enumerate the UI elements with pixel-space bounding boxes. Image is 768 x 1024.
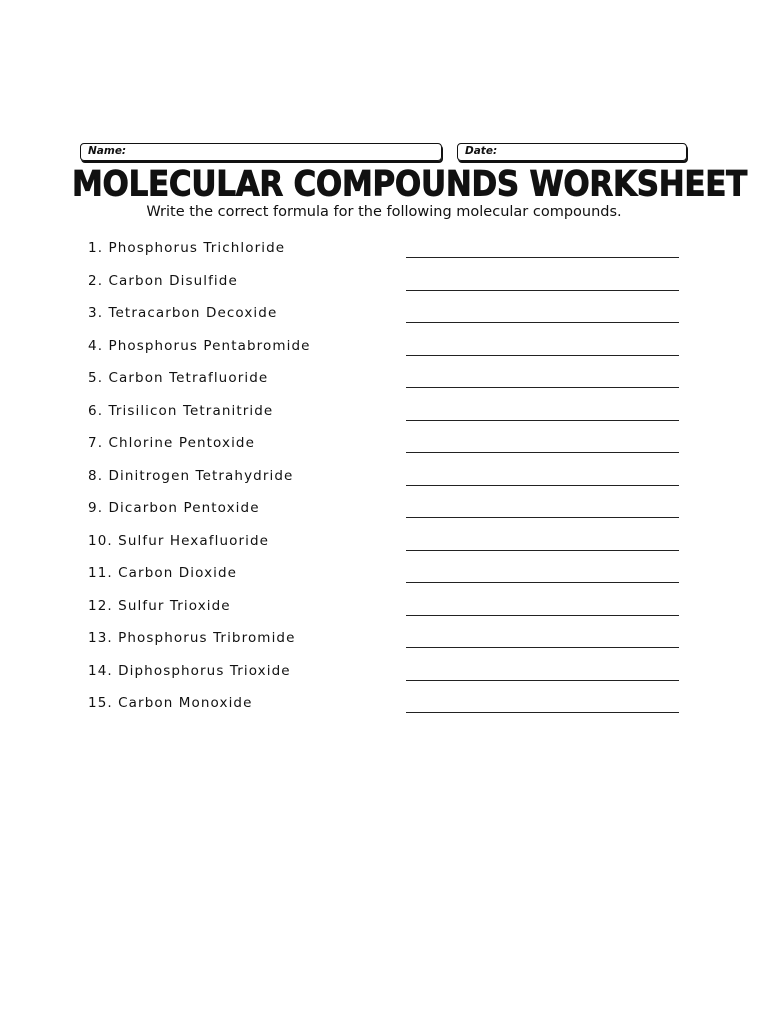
question-item	[88, 466, 680, 499]
worksheet-instructions: Write the correct formula for the following molecular compounds.	[146, 204, 622, 220]
answer-line[interactable]	[406, 485, 679, 486]
question-item	[88, 303, 680, 336]
question-list	[88, 238, 680, 726]
question-item	[88, 433, 680, 466]
answer-line[interactable]	[406, 550, 679, 551]
answer-line[interactable]	[406, 322, 679, 323]
answer-line[interactable]	[406, 387, 679, 388]
question-text: 14. Diphosphorus Trioxide	[88, 662, 291, 679]
question-text: 12. Sulfur Trioxide	[88, 597, 231, 614]
question-item	[88, 401, 680, 434]
answer-line[interactable]	[406, 257, 679, 258]
question-item	[88, 628, 680, 661]
question-item	[88, 238, 680, 271]
question-text: 15. Carbon Monoxide	[88, 695, 253, 711]
question-text: 2. Carbon Disulfide	[88, 272, 238, 289]
date-field[interactable]	[457, 143, 687, 161]
worksheet-title: MOLECULAR COMPOUNDS WORKSHEET	[72, 164, 747, 205]
name-label: Name:	[88, 145, 127, 157]
question-item	[88, 271, 680, 304]
question-text: 5. Carbon Tetrafluoride	[88, 370, 269, 386]
answer-line[interactable]	[406, 355, 679, 356]
question-text: 9. Dicarbon Pentoxide	[88, 500, 260, 516]
question-text: 10. Sulfur Hexafluoride	[88, 532, 270, 549]
date-label: Date:	[465, 145, 498, 157]
answer-line[interactable]	[406, 290, 679, 291]
answer-line[interactable]	[406, 420, 679, 421]
question-item	[88, 336, 680, 369]
answer-line[interactable]	[406, 647, 679, 648]
question-item	[88, 498, 680, 531]
answer-line[interactable]	[406, 712, 679, 713]
question-text: 3. Tetracarbon Decoxide	[88, 305, 278, 321]
question-text: 7. Chlorine Pentoxide	[88, 435, 255, 451]
question-item	[88, 368, 680, 401]
question-text: 1. Phosphorus Trichloride	[88, 240, 286, 256]
question-text: 8. Dinitrogen Tetrahydride	[88, 467, 294, 484]
question-text: 4. Phosphorus Pentabromide	[88, 337, 311, 354]
answer-line[interactable]	[406, 452, 679, 453]
question-item	[88, 661, 680, 694]
answer-line[interactable]	[406, 517, 679, 518]
question-text: 11. Carbon Dioxide	[88, 565, 238, 581]
question-item	[88, 596, 680, 629]
question-item	[88, 563, 680, 596]
question-item	[88, 531, 680, 564]
name-field[interactable]	[80, 143, 442, 161]
question-item	[88, 693, 680, 726]
answer-line[interactable]	[406, 615, 679, 616]
question-text: 13. Phosphorus Tribromide	[88, 630, 296, 646]
answer-line[interactable]	[406, 582, 679, 583]
answer-line[interactable]	[406, 680, 679, 681]
question-text: 6. Trisilicon Tetranitride	[88, 402, 274, 419]
